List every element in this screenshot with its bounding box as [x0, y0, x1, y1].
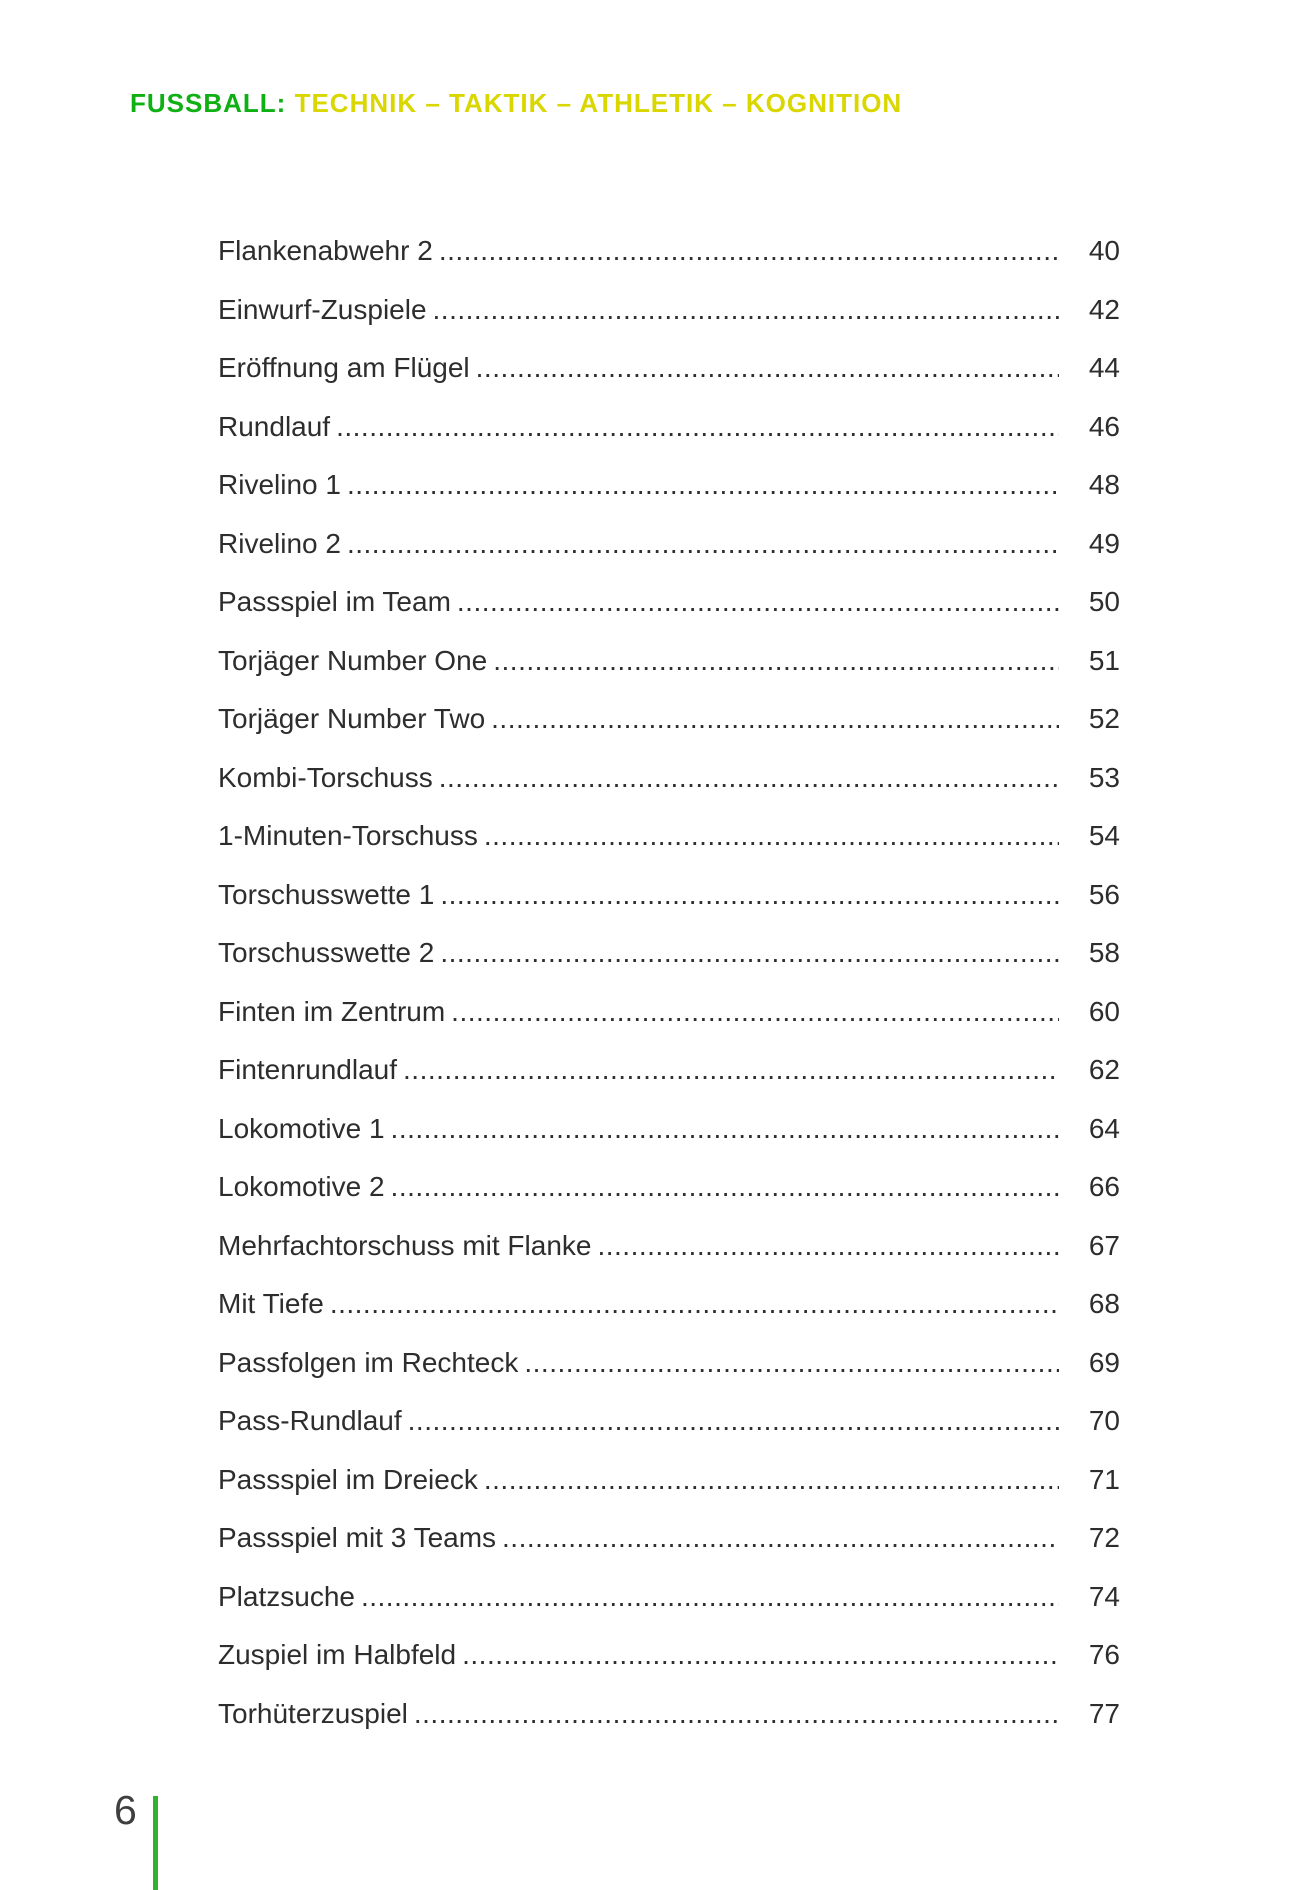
toc-entry — [218, 690, 1120, 749]
toc-entry — [218, 749, 1120, 808]
toc-entry-title: Mit Tiefe — [218, 1288, 324, 1319]
toc-entry — [218, 1451, 1120, 1510]
dot-leader — [414, 1685, 1059, 1744]
toc-entry-title: Passfolgen im Rechteck — [218, 1346, 519, 1378]
toc-entry — [218, 398, 1120, 457]
dot-leader — [403, 1041, 1059, 1100]
toc-entry-page-number: 40 — [1088, 235, 1120, 266]
toc-entry-page-number: 68 — [1088, 1288, 1120, 1319]
toc-entry-page-number: 53 — [1088, 761, 1120, 793]
toc-entry-page-number: 50 — [1088, 586, 1120, 617]
dot-leader — [347, 515, 1059, 574]
page-number: 6 — [114, 1787, 137, 1833]
toc-entry — [218, 573, 1120, 632]
toc-entry-page-number: 56 — [1088, 878, 1120, 910]
toc-entry-title: Zuspiel im Halbfeld — [218, 1639, 457, 1670]
footer-green-rule — [153, 1796, 158, 1890]
dot-leader — [502, 1509, 1059, 1568]
dot-leader — [330, 1275, 1059, 1334]
toc-entry — [218, 281, 1120, 340]
dot-leader — [457, 573, 1059, 632]
toc-entry-title: Torhüterzuspiel — [218, 1697, 408, 1729]
toc-entry-title: Torjäger Number Two — [218, 703, 486, 734]
toc-entry-title: Finten im Zentrum — [218, 995, 446, 1027]
toc-entry-title: Kombi-Torschuss — [218, 761, 433, 793]
dot-leader — [476, 339, 1059, 398]
toc-entry-title: Passspiel im Team — [218, 586, 451, 617]
dot-leader — [391, 1158, 1059, 1217]
toc-entry-page-number: 48 — [1088, 469, 1120, 500]
toc-entry — [218, 339, 1120, 398]
toc-entry-title: Torjäger Number One — [218, 644, 488, 676]
toc-entry-title: Lokomotive 2 — [218, 1171, 385, 1202]
toc-entry-page-number: 42 — [1088, 293, 1120, 325]
toc-entry-page-number: 54 — [1088, 820, 1120, 851]
toc-entry-page-number: 44 — [1088, 352, 1120, 383]
toc-entry — [218, 1275, 1120, 1334]
toc-entry-title: Pass-Rundlauf — [218, 1405, 402, 1436]
header-title-secondary: TECHNIK – TAKTIK – ATHLETIK – KOGNITION — [294, 88, 903, 118]
toc-entry — [218, 983, 1120, 1042]
toc-entry-title: Passspiel mit 3 Teams — [218, 1522, 497, 1553]
toc-entry-title: Mehrfachtorschuss mit Flanke — [218, 1229, 592, 1261]
toc-entry-page-number: 62 — [1088, 1054, 1120, 1085]
toc-entry-page-number: 69 — [1088, 1346, 1120, 1378]
dot-leader — [462, 1626, 1059, 1685]
toc-entry — [218, 1158, 1120, 1217]
table-of-contents — [218, 222, 1120, 1743]
toc-entry-title: 1-Minuten-Torschuss — [218, 820, 478, 851]
toc-entry — [218, 1217, 1120, 1276]
dot-leader — [484, 1451, 1059, 1510]
toc-entry — [218, 1100, 1120, 1159]
toc-entry — [218, 1685, 1120, 1744]
toc-entry-title: Fintenrundlauf — [218, 1054, 398, 1085]
header-title-primary: FUSSBALL: — [130, 88, 287, 118]
toc-entry-page-number: 77 — [1088, 1697, 1120, 1729]
toc-entry-title: Flankenabwehr 2 — [218, 235, 433, 266]
toc-entry-page-number: 70 — [1088, 1405, 1120, 1436]
toc-entry-page-number: 71 — [1088, 1463, 1120, 1495]
toc-entry-page-number: 52 — [1088, 703, 1120, 734]
dot-leader — [408, 1392, 1059, 1451]
dot-leader — [347, 456, 1059, 515]
toc-entry — [218, 1392, 1120, 1451]
toc-entry-title: Eröffnung am Flügel — [218, 352, 470, 383]
dot-leader — [493, 632, 1059, 691]
toc-entry-page-number: 58 — [1088, 937, 1120, 968]
toc-entry-title: Einwurf-Zuspiele — [218, 293, 427, 325]
toc-entry-page-number: 67 — [1088, 1229, 1120, 1261]
toc-entry-page-number: 72 — [1088, 1522, 1120, 1553]
dot-leader — [439, 222, 1059, 281]
dot-leader — [440, 924, 1059, 983]
dot-leader — [391, 1100, 1059, 1159]
toc-entry — [218, 222, 1120, 281]
toc-entry-page-number: 76 — [1088, 1639, 1120, 1670]
dot-leader — [433, 281, 1059, 340]
toc-entry-title: Passspiel im Dreieck — [218, 1463, 478, 1495]
toc-entry-page-number: 60 — [1088, 995, 1120, 1027]
dot-leader — [524, 1334, 1059, 1393]
toc-entry-page-number: 46 — [1088, 410, 1120, 442]
toc-entry — [218, 1041, 1120, 1100]
toc-entry — [218, 1334, 1120, 1393]
toc-entry-page-number: 66 — [1088, 1171, 1120, 1202]
dot-leader — [451, 983, 1059, 1042]
toc-entry-title: Platzsuche — [218, 1580, 355, 1612]
toc-entry — [218, 924, 1120, 983]
toc-entry-title: Torschusswette 2 — [218, 937, 435, 968]
toc-entry-title: Rivelino 1 — [218, 469, 341, 500]
toc-entry — [218, 632, 1120, 691]
dot-leader — [336, 398, 1059, 457]
toc-entry-title: Rundlauf — [218, 410, 331, 442]
toc-entry — [218, 807, 1120, 866]
chapter-header — [130, 88, 902, 118]
toc-entry-page-number: 74 — [1088, 1580, 1120, 1612]
toc-entry — [218, 515, 1120, 574]
toc-entry-page-number: 51 — [1088, 644, 1120, 676]
toc-entry — [218, 1626, 1120, 1685]
dot-leader — [439, 749, 1059, 808]
toc-entry — [218, 1509, 1120, 1568]
toc-entry-title: Rivelino 2 — [218, 527, 341, 559]
dot-leader — [491, 690, 1059, 749]
dot-leader — [440, 866, 1059, 925]
toc-entry-page-number: 64 — [1088, 1112, 1120, 1144]
toc-entry-title: Lokomotive 1 — [218, 1112, 385, 1144]
toc-entry-title: Torschusswette 1 — [218, 878, 435, 910]
dot-leader — [597, 1217, 1059, 1276]
toc-entry — [218, 1568, 1120, 1627]
dot-leader — [361, 1568, 1059, 1627]
toc-entry — [218, 456, 1120, 515]
toc-entry — [218, 866, 1120, 925]
toc-entry-page-number: 49 — [1088, 527, 1120, 559]
dot-leader — [484, 807, 1059, 866]
